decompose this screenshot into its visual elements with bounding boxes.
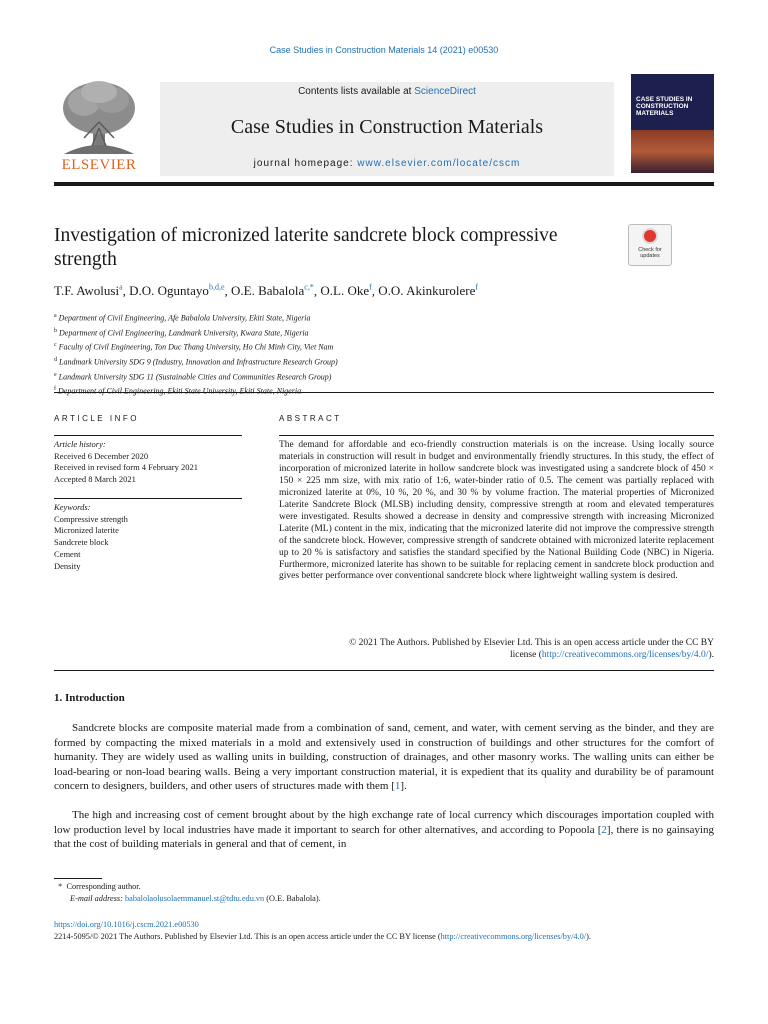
keywords [54, 502, 242, 572]
abstract-heading: ABSTRACT [279, 414, 342, 423]
affiliation: $^c$ Faculty of Civil Engineering, Ton Duc Thang University, Ho Chi Minh City, Viet Nam [54, 342, 334, 352]
affiliation: $^b$ Department of Civil Engineering, Landmark University, Kwara State, Nigeria [54, 327, 309, 338]
author[interactable]: T.F. Awolusi$^a$ [54, 283, 123, 299]
author[interactable]: O.O. Akinkurolere$^f$ [378, 283, 479, 299]
homepage-label: journal homepage: [253, 158, 358, 169]
footer-license-link[interactable]: http://creativecommons.org/licenses/by/4.0/ [440, 932, 587, 941]
doi-link[interactable]: https://doi.org/10.1016/j.cscm.2021.e00530 [54, 920, 199, 929]
masthead-rule [54, 182, 714, 186]
abstract-rule [279, 435, 714, 436]
affiliation: $^d$ Landmark University SDG 9 (Industry, Innovation and Infrastructure Research Group) [54, 356, 338, 367]
check-for-updates-button[interactable] [628, 224, 672, 266]
author[interactable]: D.O. Oguntayo$^{b,d,e}$ [129, 283, 225, 299]
contents-prefix: Contents lists available at [298, 86, 415, 97]
journal-homepage [160, 158, 614, 169]
email-note: E-mail address: babalolaolusolaemmanuel.st@tdtu.edu.vn (O.E. Babalola). [70, 894, 321, 903]
copyright-line: © 2021 The Authors. Published by Elsevier Ltd. This is an open access article under the CC BY [349, 638, 714, 648]
affiliation: $^a$ Department of Civil Engineering, Afe Babalola University, Ekiti State, Nigeria [54, 313, 311, 323]
journal-banner [160, 82, 614, 176]
history-label: Article history: [54, 439, 106, 449]
license-link[interactable]: http://creativecommons.org/licenses/by/4.0/ [541, 649, 709, 660]
elsevier-wordmark: ELSEVIER [61, 157, 137, 173]
tree-logo-icon [54, 78, 144, 158]
author-list: T.F. Awolusi$^a$, D.O. Oguntayo$^{b,d,e}$, O.E. Babalola$^{c,*}$, O.L. Oke$^f$, O.O. Akinkurolere$^f$ [54, 283, 479, 299]
affiliation: f [54, 386, 56, 393]
email-link[interactable]: babalolaolusolaemmanuel.st@tdtu.edu.vn [125, 894, 265, 903]
author[interactable]: O.L. Oke$^f$ [320, 283, 372, 299]
check-for-updates-label: Check for updates [638, 247, 662, 259]
keyword: Compressive strength [54, 513, 128, 524]
cover-image [631, 130, 714, 173]
footer-license: 2214-5095/© 2021 The Authors. Published by Elsevier Ltd. This is an open access article under the CC BY license (http://creativecommons.org/licenses/by/4.0/). [54, 932, 591, 941]
keyword: Density [54, 560, 81, 571]
keywords-rule [54, 498, 242, 499]
citation-link[interactable]: 1 [394, 780, 401, 793]
article-history [54, 439, 242, 486]
journal-title: Case Studies in Construction Materials [230, 116, 544, 138]
contents-line [160, 86, 614, 97]
keyword: Micronized laterite [54, 525, 119, 536]
journal-reference[interactable]: Case Studies in Construction Materials 14 (2021) e00530 [269, 45, 499, 55]
license-line: license (http://creativecommons.org/licenses/by/4.0/). [509, 649, 714, 660]
abstract-copyright [279, 638, 714, 662]
affiliations [54, 310, 714, 398]
section-divider [54, 392, 714, 393]
homepage-link[interactable]: www.elsevier.com/locate/cscm [357, 158, 521, 169]
article-title: Investigation of micronized laterite sandcrete block compressive strength [54, 225, 558, 270]
corresponding-author-note: * Corresponding author. [58, 882, 141, 891]
bookmark-icon [642, 228, 658, 244]
abstract-text: The demand for affordable and eco-friendly construction materials is on the increase. Using locally source materials in construction will result in budget and environmentally friendly structures. In this study, the effect of incorporation of micronized laterite in hollow sandcrete block was investigated using a sandcrete block of 450 × 150 × 225 mm size, with mix ratio of 1:6, water-binder ratio of 0.5. The cement was partially replaced with micronized laterite at 0%, 10 %, 20 %, and 30 % by volume fraction. The material properties of Micronized Laterite Sandcrete Block (MLSB) including density, compressive strength at room and elevated temperatures were investigated. Results showed a decrease in density and compressive strength with increasing Micronized Laterite (ML) content in the mix, indicating that the micronized laterite did not improve the compressive strength of the sandcrete block. However, compressive strength of sandcrete obtained with micronized laterite replacement up to 20 % is satisfactory and satisfies the standard specified by the National Building Code (NBC) in Nigeria. Furthermore, micronized laterite has shown to be suitable for replacing cement in sandcrete block production and gives better performance over conventional sandcrete block where lightweight walling system is desired. [279, 440, 714, 582]
affiliation: $^e$ Landmark University SDG 11 (Sustainable Cities and Communities Research Group) [54, 371, 332, 382]
author[interactable]: O.E. Babalola$^{c,*}$ [231, 283, 314, 299]
journal-masthead [54, 78, 714, 182]
footnotes [54, 881, 714, 905]
accepted-date: Accepted 8 March 2021 [54, 474, 136, 485]
journal-cover[interactable] [631, 74, 714, 173]
received-date: Received 6 December 2020 [54, 450, 149, 461]
elsevier-logo[interactable] [54, 78, 144, 176]
footnote-rule [54, 878, 102, 879]
article-info-heading: ARTICLE INFO [54, 414, 139, 423]
introduction-heading: 1. Introduction [54, 692, 125, 704]
citation-link[interactable]: 2 [601, 823, 607, 836]
keywords-label: Keywords: [54, 502, 91, 512]
cover-title: CASE STUDIES IN CONSTRUCTION MATERIALS [636, 96, 693, 117]
page-footer [54, 919, 714, 943]
sciencedirect-link[interactable]: ScienceDirect [414, 86, 476, 97]
intro-paragraph-1: Sandcrete blocks are composite material made from a combination of sand, cement, and water, with cement serving as the binder, and they are formed by compacting the mixed materials in a mold and extensively used in construction of buildings and other structures for the comfort of humanity. They are widely used as walling units in building, construction of drainages, and other masonry works. The walling units can either be load-bearing or non-load bearing walls. Being a very important construction material, it is expedient that its quality and durability be of paramount concern to designers, builders, and other users of structures made with them [1]. [54, 722, 714, 793]
revised-date: Received in revised form 4 February 2021 [54, 462, 198, 473]
keyword: Cement [54, 548, 81, 559]
intro-paragraph-2: The high and increasing cost of cement brought about by the high exchange rate of local currency which discourages importation coupled with low production level by local industries have made it important to search for other alternatives, and according to Popoola [2], there is no gainsaying that the cost of building materials in general and that of cement, in [54, 809, 714, 851]
abstract-end-rule [54, 670, 714, 671]
article-info-rule [54, 435, 242, 436]
keyword: Sandcrete block [54, 537, 109, 548]
